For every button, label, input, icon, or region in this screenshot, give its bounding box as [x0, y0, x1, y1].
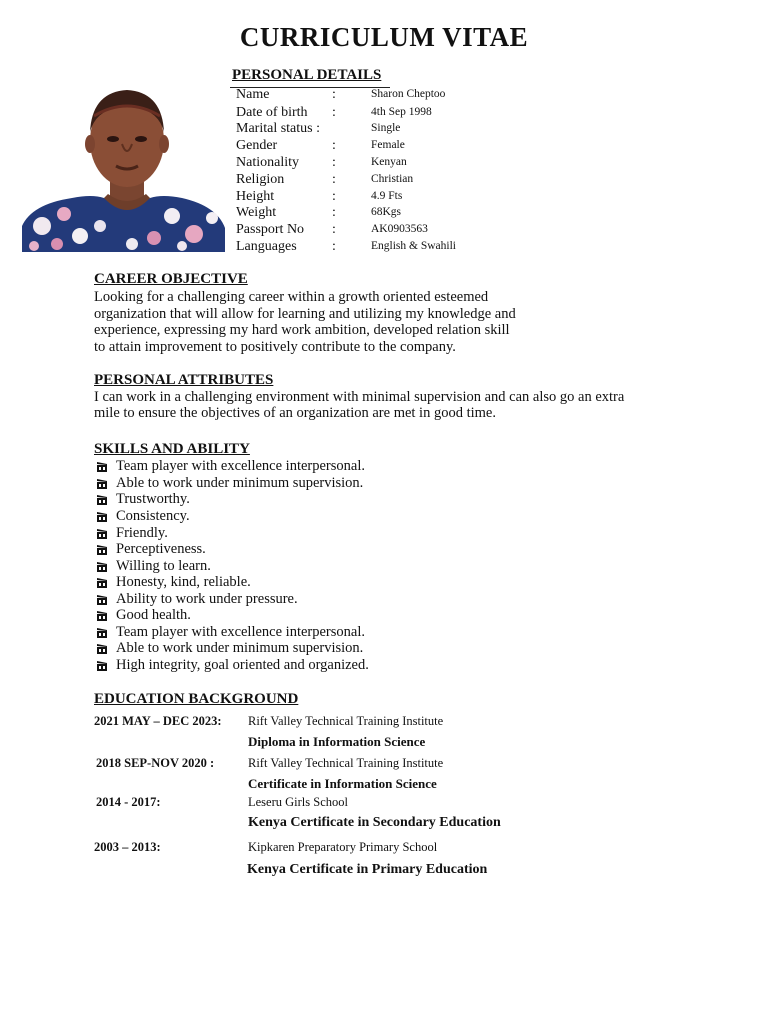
detail-value: Sharon Cheptoo	[371, 88, 446, 100]
detail-label: Gender	[236, 138, 278, 153]
detail-label: Date of birth	[236, 105, 308, 120]
clapperboard-bullet-icon	[96, 594, 108, 605]
cv-title: CURRICULUM VITAE	[239, 22, 529, 52]
detail-value: 4.9 Fts	[371, 190, 403, 202]
education-institution: Leseru Girls School	[248, 795, 348, 809]
detail-value: English & Swahili	[371, 240, 456, 252]
education-qualification: Kenya Certificate in Primary Education	[247, 862, 488, 877]
career-objective-heading: CAREER OBJECTIVE	[94, 271, 248, 287]
detail-separator: :	[332, 87, 336, 102]
skill-text: Perceptiveness.	[116, 541, 206, 557]
education-qualification: Kenya Certificate in Secondary Education	[248, 815, 501, 830]
personal-attributes-line: mile to ensure the objectives of an organization are met in good time.	[94, 405, 496, 421]
detail-label: Nationality	[236, 155, 299, 170]
detail-value: Female	[371, 139, 405, 151]
detail-separator: :	[332, 189, 336, 204]
clapperboard-bullet-icon	[96, 660, 108, 671]
skill-text: Consistency.	[116, 508, 190, 524]
skill-text: Honesty, kind, reliable.	[116, 574, 251, 590]
education-qualification: Diploma in Information Science	[248, 734, 426, 749]
detail-separator: :	[332, 138, 336, 153]
education-period: 2021 MAY – DEC 2023:	[94, 714, 222, 728]
skill-text: Willing to learn.	[116, 558, 211, 574]
detail-separator: :	[332, 205, 336, 220]
clapperboard-bullet-icon	[96, 544, 108, 555]
clapperboard-bullet-icon	[96, 610, 108, 621]
clapperboard-bullet-icon	[96, 528, 108, 539]
career-objective-line: experience, expressing my hard work ambition, developed relation skill	[94, 322, 510, 338]
education-institution: Rift Valley Technical Training Institute	[248, 756, 444, 770]
career-objective-line: Looking for a challenging career within a growth oriented esteemed	[94, 289, 489, 305]
clapperboard-bullet-icon	[96, 577, 108, 588]
education-period: 2014 - 2017:	[96, 795, 161, 809]
clapperboard-bullet-icon	[96, 511, 108, 522]
detail-label: Passport No	[236, 222, 305, 237]
skill-text: Ability to work under pressure.	[116, 591, 298, 607]
skill-text: Friendly.	[116, 525, 168, 541]
profile-photo	[22, 86, 225, 252]
skill-text: Team player with excellence interpersonal.	[116, 624, 365, 640]
personal-attributes-heading: PERSONAL ATTRIBUTES	[94, 372, 274, 388]
detail-label: Height	[236, 189, 275, 204]
detail-separator: :	[332, 222, 336, 237]
detail-label: Religion	[236, 172, 285, 187]
skill-text: Able to work under minimum supervision.	[116, 640, 364, 656]
skill-text: Trustworthy.	[116, 491, 190, 507]
personal-details-heading: PERSONAL DETAILS	[232, 67, 382, 83]
detail-separator: :	[332, 239, 336, 254]
detail-label: Languages	[236, 239, 297, 254]
education-institution: Kipkaren Preparatory Primary School	[248, 840, 438, 854]
detail-label: Weight	[236, 205, 277, 220]
detail-value: 68Kgs	[371, 206, 402, 218]
detail-value: AK0903563	[371, 223, 428, 235]
detail-separator: :	[332, 155, 336, 170]
clapperboard-bullet-icon	[96, 627, 108, 638]
skill-text: High integrity, goal oriented and organized.	[116, 657, 369, 673]
clapperboard-bullet-icon	[96, 478, 108, 489]
career-objective-line: organization that will allow for learning and utilizing my knowledge and	[94, 306, 516, 322]
education-period: 2003 – 2013:	[94, 840, 161, 854]
clapperboard-bullet-icon	[96, 561, 108, 572]
personal-attributes-line: I can work in a challenging environment with minimal supervision and can also go an extra	[94, 389, 625, 405]
portrait-illustration	[22, 86, 225, 252]
detail-separator: :	[332, 105, 336, 120]
skill-text: Good health.	[116, 607, 191, 623]
detail-value: Kenyan	[371, 156, 407, 168]
skill-text: Able to work under minimum supervision.	[116, 475, 364, 491]
detail-label: Marital status :	[236, 121, 320, 136]
detail-value: 4th Sep 1998	[371, 106, 432, 118]
clapperboard-bullet-icon	[96, 461, 108, 472]
detail-value: Single	[371, 122, 401, 134]
detail-separator: :	[332, 172, 336, 187]
education-qualification: Certificate in Information Science	[248, 776, 437, 791]
detail-value: Christian	[371, 173, 414, 185]
skills-heading: SKILLS AND ABILITY	[94, 441, 250, 457]
education-heading: EDUCATION BACKGROUND	[94, 691, 299, 707]
clapperboard-bullet-icon	[96, 643, 108, 654]
education-institution: Rift Valley Technical Training Institute	[248, 714, 444, 728]
skill-text: Team player with excellence interpersonal.	[116, 458, 365, 474]
clapperboard-bullet-icon	[96, 494, 108, 505]
career-objective-line: to attain improvement to positively contribute to the company.	[94, 339, 456, 355]
detail-label: Name	[236, 87, 270, 102]
education-period: 2018 SEP-NOV 2020 :	[96, 756, 215, 770]
